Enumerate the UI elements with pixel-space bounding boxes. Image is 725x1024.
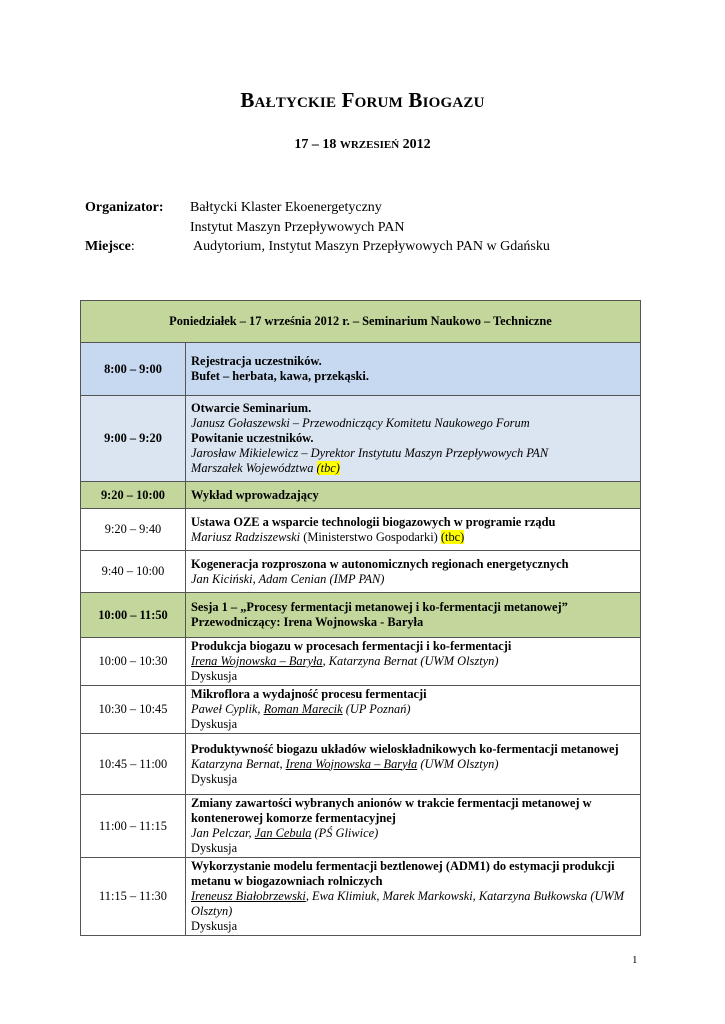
talk-author: Roman Marecik — [263, 702, 343, 716]
talk-org: (Ministerstwo Gospodarki) — [300, 529, 441, 544]
talk-author: Irena Wojnowska – Baryła — [285, 756, 418, 771]
talk-time: 9:20 – 9:40 — [81, 509, 186, 551]
talk-time: 10:45 – 11:00 — [81, 734, 186, 795]
organizer-row — [85, 200, 382, 216]
tbc-badge: (tbc) — [440, 529, 465, 544]
discussion-label: Dyskusja — [191, 841, 238, 855]
talk-content — [186, 795, 641, 858]
talk-time: 10:00 – 10:30 — [81, 638, 186, 686]
talk-author: , Ewa Klimiuk, Marek Markowski, Katarzyna Bułkowska (UWM Olsztyn) — [191, 889, 625, 918]
talk-org: (UP Poznań) — [342, 702, 411, 716]
title-part: F — [341, 88, 355, 112]
session-title: Wykład wprowadzający — [186, 482, 641, 509]
session-title: Otwarcie Seminarium. — [191, 401, 312, 415]
day-header: Poniedziałek – 17 września 2012 r. – Seminarium Naukowo – Techniczne — [81, 301, 641, 343]
organizer-value-2: Instytut Maszyn Przepływowych PAN — [190, 220, 405, 235]
place-label: Miejsce — [85, 239, 131, 254]
talk-time: 11:15 – 11:30 — [81, 858, 186, 936]
session-title: Bufet – herbata, kawa, przekąski. — [191, 369, 369, 383]
discussion-label: Dyskusja — [191, 717, 238, 731]
session-content — [186, 593, 641, 638]
tbc-badge: (tbc) — [316, 461, 340, 475]
table-row — [81, 734, 641, 795]
talk-time: 9:40 – 10:00 — [81, 551, 186, 593]
organizer-value: Bałtycki Klaster Ekoenergetyczny — [190, 200, 382, 215]
organizer-label: Organizator: — [85, 200, 164, 215]
speaker: Marszałek Województwa — [191, 461, 317, 475]
talk-title: Zmiany zawartości wybranych anionów w trakcie fermentacji metanowej w kontenerowej komorze fermentacyjnej — [191, 796, 592, 825]
talk-content — [186, 638, 641, 686]
table-row — [81, 638, 641, 686]
table-row — [81, 593, 641, 638]
day-header-row — [81, 301, 641, 343]
title-part: B — [240, 88, 255, 112]
session-title: Powitanie uczestników. — [191, 431, 314, 445]
session-title: Sesja 1 – „Procesy fermentacji metanowej i ko-fermentacji metanowej” — [191, 600, 568, 614]
event-dates — [0, 137, 725, 153]
talk-author: Jan Pelczar, — [191, 826, 255, 840]
title-part: ałtyckie — [254, 88, 342, 112]
talk-author: , Katarzyna Bernat (UWM Olsztyn) — [322, 654, 499, 668]
discussion-label: Dyskusja — [191, 919, 238, 933]
session-content — [186, 343, 641, 396]
page-number: 1 — [632, 954, 638, 966]
talk-author: Irena Wojnowska – Baryła — [191, 654, 323, 668]
table-row — [81, 858, 641, 936]
dates-month: WRZESIEŃ — [339, 139, 400, 151]
speaker: Janusz Gołaszewski – Przewodniczący Komitetu Naukowego Forum — [191, 416, 530, 430]
session-title: Rejestracja uczestników. — [191, 354, 322, 368]
session-time: 9:00 – 9:20 — [81, 396, 186, 482]
title-part: iogazu — [422, 88, 485, 112]
talk-content — [186, 686, 641, 734]
table-row — [81, 509, 641, 551]
title-part: B — [408, 88, 423, 112]
session-content — [186, 396, 641, 482]
talk-org: (PŚ Gliwice) — [311, 826, 379, 840]
talk-author: Ireneusz Białobrzewski — [191, 889, 306, 903]
title-part: orum — [354, 88, 409, 112]
talk-title: Ustawa OZE a wsparcie technologii biogazowych w programie rządu — [191, 514, 556, 529]
session-time: 8:00 – 9:00 — [81, 343, 186, 396]
table-row — [81, 482, 641, 509]
place-colon: : — [130, 239, 135, 254]
talk-content — [186, 734, 641, 795]
talk-author: Katarzyna Bernat, — [191, 756, 286, 771]
talk-content — [186, 858, 641, 936]
talk-title: Produktywność biogazu układów wieloskładnikowych ko-fermentacji metanowej — [191, 741, 619, 756]
talk-author: Jan Kiciński, Adam Cenian (IMP PAN) — [191, 571, 385, 586]
talk-org: (UWM Olsztyn) — [417, 756, 499, 771]
talk-title: Kogeneracja rozproszona w autonomicznych regionach energetycznych — [191, 556, 569, 571]
speaker: Jarosław Mikielewicz – Dyrektor Instytutu Maszyn Przepływowych PAN — [191, 446, 549, 460]
discussion-label: Dyskusja — [191, 669, 238, 683]
session-chair: Przewodniczący: Irena Wojnowska - Baryła — [191, 615, 424, 629]
dates-year: 2012 — [399, 137, 431, 152]
page-title — [0, 88, 725, 113]
talk-title: Mikroflora a wydajność procesu fermentacji — [191, 687, 427, 701]
session-time: 9:20 – 10:00 — [81, 482, 186, 509]
talk-title: Wykorzystanie modelu fermentacji beztlenowej (ADM1) do estymacji produkcji metanu w biogazowniach rolniczych — [191, 859, 615, 888]
talk-time: 11:00 – 11:15 — [81, 795, 186, 858]
place-value: Audytorium, Instytut Maszyn Przepływowych PAN w Gdańsku — [193, 239, 550, 254]
table-row — [81, 343, 641, 396]
session-time: 10:00 – 11:50 — [81, 593, 186, 638]
discussion-label: Dyskusja — [191, 771, 238, 786]
dates-days: 17 – 18 — [294, 137, 340, 152]
table-row — [81, 396, 641, 482]
talk-time: 10:30 – 10:45 — [81, 686, 186, 734]
table-row — [81, 795, 641, 858]
place-row — [85, 239, 550, 255]
table-row — [81, 686, 641, 734]
talk-content — [186, 551, 641, 593]
organizer-row-2 — [85, 220, 405, 236]
table-row — [81, 551, 641, 593]
talk-content — [186, 509, 641, 551]
talk-author: Paweł Cyplik, — [191, 702, 264, 716]
talk-author: Mariusz Radziszewski — [191, 529, 301, 544]
talk-author: Jan Cebula — [254, 826, 312, 840]
schedule-table — [80, 300, 641, 936]
talk-title: Produkcja biogazu w procesach fermentacji i ko-fermentacji — [191, 639, 512, 653]
